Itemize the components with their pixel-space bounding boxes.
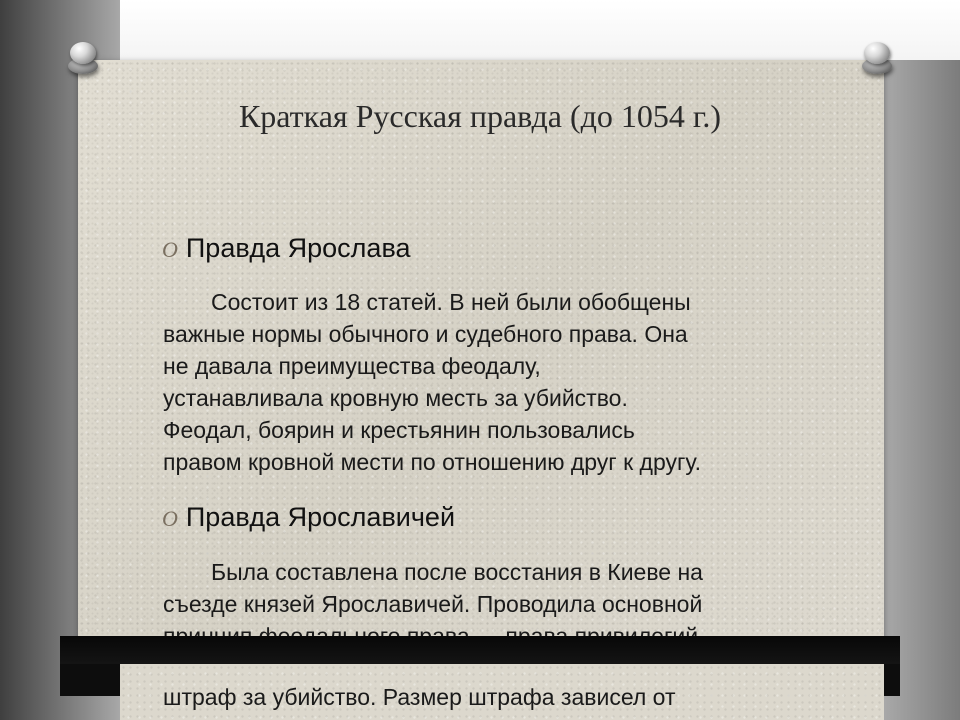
pushpin-right-icon xyxy=(862,42,894,78)
bottom-dark-band xyxy=(60,636,900,664)
background-top-band xyxy=(120,0,960,60)
slide-title: Краткая Русская правда (до 1054 г.) xyxy=(238,98,722,134)
paragraph-line: Феодал, боярин и крестьянин пользовались xyxy=(163,417,635,443)
paragraph-line: Состоит из 18 статей. В ней были обобщены xyxy=(211,289,691,315)
section-paragraph-pravda-yaroslava xyxy=(163,286,803,478)
section-heading-pravda-yaroslava xyxy=(162,233,411,264)
paragraph-line: съезде князей Ярославичей. Проводила основной xyxy=(163,591,703,617)
bullet-o-icon: O xyxy=(162,506,178,531)
paragraph-line: правом кровной мести по отношению друг к другу. xyxy=(163,449,701,475)
bottom-dark-band-right xyxy=(884,664,900,696)
paragraph-line: не давала преимущества феодалу, xyxy=(163,353,541,379)
pushpin-left-icon xyxy=(68,42,100,78)
paragraph-last-visible-line: штраф за убийство. Размер штрафа зависел от xyxy=(163,684,676,710)
bullet-o-icon: O xyxy=(162,237,178,262)
section-heading-pravda-yaroslavichey xyxy=(162,502,455,533)
bottom-dark-band-left xyxy=(60,664,120,696)
paragraph-line: важные нормы обычного и судебного права. Она xyxy=(163,321,688,347)
paragraph-line: Была составлена после восстания в Киеве на xyxy=(211,559,703,585)
paragraph-line: устанавливала кровную месть за убийство. xyxy=(163,385,628,411)
section-heading-text: Правда Ярослава xyxy=(185,233,411,263)
section-heading-text: Правда Ярославичей xyxy=(185,502,456,532)
